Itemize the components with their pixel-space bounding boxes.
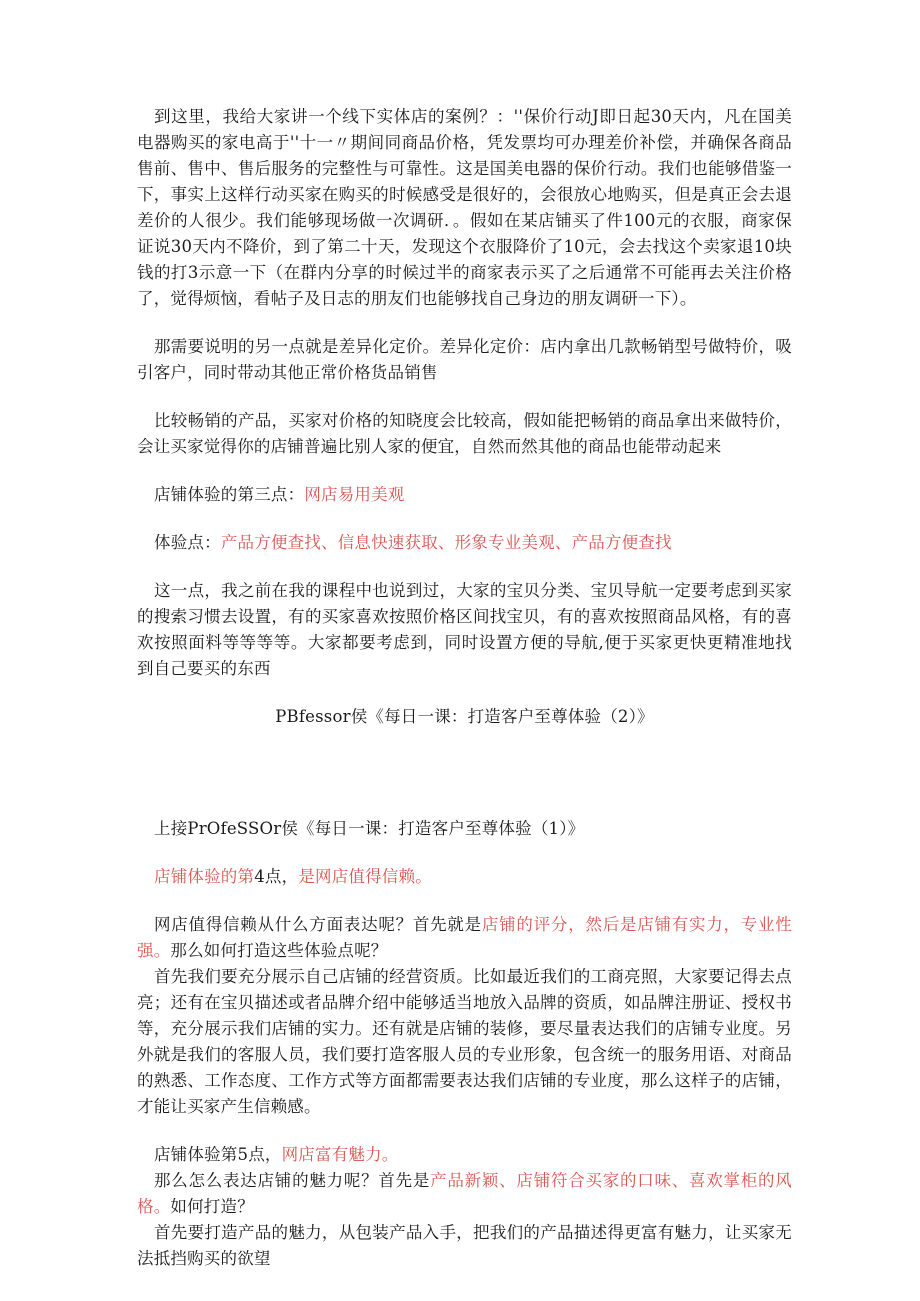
paragraph-navigation: 这一点，我之前在我的课程中也说到过，大家的宝贝分类、宝贝导航一定要考虑到买家的搜索习惯去设置，有的买家喜欢按照价格区间找宝贝，有的喜欢按照商品风格，有的喜欢按照面料等等等等。大家都要考虑到，同时设置方便的导航,便于买家更快更精准地找到自己要买的东西 — [137, 581, 792, 678]
experience-points — [137, 530, 792, 556]
heading-fourth-point-prefix: 店铺体验的第 — [154, 867, 255, 886]
paragraph-differentiated-pricing: 那需要说明的另一点就是差异化定价。差异化定价：店内拿出几款畅销型号做特价，吸引客户，同时带动其他正常价格货品销售 — [137, 337, 792, 382]
heading-fifth-point — [137, 1142, 792, 1168]
experience-points-label: 体验点： — [154, 533, 221, 552]
paragraph-charm-detail: 首先要打造产品的魅力，从包装产品入手，把我们的产品描述得更富有魅力，让买家无法抵挡购买的欲望 — [137, 1223, 792, 1268]
trust-question-end: 那么如何打造这些体验点呢？ — [170, 941, 388, 960]
heading-fourth-point — [137, 864, 792, 890]
heading-fifth-point-label: 店铺体验第5点， — [154, 1145, 282, 1164]
paragraph-bestseller-special: 比较畅销的产品，买家对价格的知晓度会比较高，假如能把畅销的商品拿出来做特价，会让买家觉得你的店铺普遍比别人家的便宜，自然而然其他的商品也能带动起来 — [137, 411, 792, 456]
heading-third-point-highlight: 网店易用美观 — [304, 485, 405, 504]
paragraph-trust-question — [137, 912, 792, 964]
charm-question-start: 那么怎么表达店铺的魅力呢？首先是 — [154, 1171, 431, 1190]
trust-question-start: 网店值得信赖从什么方面表达呢？首先就是 — [154, 915, 482, 934]
heading-fourth-point-number: 4点， — [254, 867, 299, 886]
signature-part-2: PBfessor侯《每日一课：打造客户至尊体验（2）》 — [275, 707, 654, 726]
experience-points-highlight: 产品方便查找、信息快速获取、形象专业美观、产品方便查找 — [220, 533, 672, 552]
section-gap — [137, 730, 792, 816]
continued-from: 上接PrOfeSSOr侯《每日一课：打造客户至尊体验（1）》 — [154, 819, 585, 838]
paragraph-charm-question — [137, 1168, 792, 1220]
document-page — [137, 104, 792, 1272]
paragraph-trust-detail: 首先我们要充分展示自己店铺的经营资质。比如最近我们的工商亮照，大家要记得去点亮；还有在宝贝描述或者品牌介绍中能够适当地放入品牌的资质，如品牌注册证、授权书等，充分展示我们店铺的实力。还有就是店铺的装修，要尽量表达我们的店铺专业度。另外就是我们的客服人员，我们要打造客服人员的专业形象，包含统一的服务用语、对商品的熟悉、工作态度、工作方式等方面都需要表达我们店铺的专业度，那么这样子的店铺，才能让买家产生信赖感。 — [137, 967, 792, 1116]
trust-question-highlight: 店铺的评分，然后是店铺有实力，专业性强。 — [137, 915, 792, 960]
paragraph-price-protection: 到这里，我给大家讲一个线下实体店的案例？：''保价行动J即日起30天内，凡在国美电器购买的家电高于''十一〃期间同商品价格，凭发票均可办理差价补偿，并确保各商品售前、售中、售后服务的完整性与可靠性。这是国美电器的保价行动。我们也能够借鉴一下，事实上这样行动买家在购买的时候感受是很好的，会很放心地购买，但是真正会去退差价的人很少。我们能够现场做一次调研．。假如在某店铺买了件100元的衣服，商家保证说30天内不降价，到了第二十天，发现这个衣服降价了10元，会去找这个卖家退10块钱的打3示意一下（在群内分享的时候过半的商家表示买了之后通常不可能再去关注价格了，觉得烦恼，看帖子及日志的朋友们也能够找自己身边的朋友调研一下）。 — [137, 107, 792, 308]
charm-question-end: 如何打造？ — [170, 1197, 254, 1216]
heading-fifth-point-highlight: 网店富有魅力。 — [281, 1145, 399, 1164]
heading-third-point-label: 店铺体验的第三点： — [154, 485, 305, 504]
heading-fourth-point-highlight: 是网店值得信赖。 — [298, 867, 432, 886]
heading-third-point — [137, 482, 792, 508]
charm-question-highlight: 产品新颖、店铺符合买家的口味、喜欢掌柜的风格。 — [137, 1171, 793, 1216]
